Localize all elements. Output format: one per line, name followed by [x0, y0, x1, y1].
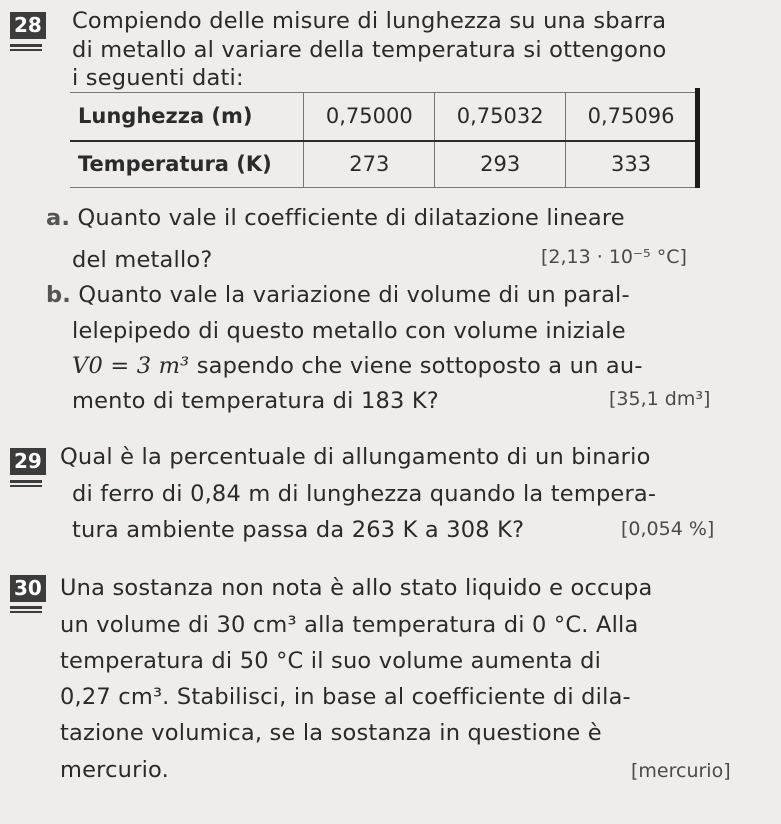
problem-28-intro-line: di metallo al variare della temperatura si ottengono: [72, 37, 667, 63]
problem-number-underline: [10, 606, 42, 609]
problem-number-28: 28: [10, 12, 46, 39]
problem-number-underline: [10, 611, 42, 613]
table-row: [70, 93, 696, 141]
problem-30-line: mercurio.: [60, 757, 169, 783]
table-right-border: [695, 88, 700, 188]
problem-30-line: temperatura di 50 °C il suo volume aumenta di: [60, 648, 602, 674]
problem-number-underline: [10, 485, 42, 487]
problem-29-line: di ferro di 0,84 m di lunghezza quando la tempera-: [72, 481, 657, 507]
data-table: [70, 92, 696, 188]
table-cell: 0,75032: [435, 93, 566, 141]
table-divider: [70, 140, 696, 142]
part-b-line: [46, 282, 630, 308]
part-b-line: lelepipedo di questo metallo con volume iniziale: [72, 318, 626, 344]
problem-number-30: 30: [10, 575, 46, 602]
problem-30-line: Una sostanza non nota è allo stato liquido e occupa: [60, 575, 653, 601]
part-b-answer: [35,1 dm³]: [609, 388, 711, 410]
part-a-line: del metallo?: [72, 247, 213, 273]
problem-number-29: 29: [10, 448, 46, 475]
problem-30-line: tazione volumica, se la sostanza in questione è: [60, 720, 602, 746]
part-b-text: sapendo che viene sottoposto a un au-: [196, 353, 643, 379]
part-a-marker: a.: [46, 205, 71, 231]
part-b-line: [72, 353, 643, 379]
problem-number-underline: [10, 44, 42, 47]
table-row-label: Temperatura (K): [70, 140, 304, 188]
problem-28-intro-line: i seguenti dati:: [72, 65, 244, 91]
table-cell: 293: [435, 140, 566, 188]
table-cell: 273: [304, 140, 435, 188]
table-cell: 0,75096: [566, 93, 696, 141]
table-row: [70, 140, 696, 188]
table-cell: 333: [566, 140, 696, 188]
problem-28-intro-line: Compiendo delle misure di lunghezza su una sbarra: [72, 8, 667, 34]
part-a-line: [46, 205, 625, 231]
problem-30-answer: [mercurio]: [631, 760, 731, 782]
problem-29-answer: [0,054 %]: [621, 518, 715, 540]
problem-29-line: tura ambiente passa da 263 K a 308 K?: [72, 517, 525, 543]
part-a-answer: [2,13 · 10⁻⁵ °C]: [541, 246, 687, 268]
part-b-marker: b.: [46, 282, 72, 308]
part-b-text: Quanto vale la variazione di volume di un paral-: [78, 282, 630, 308]
problem-29-line: Qual è la percentuale di allungamento di un binario: [60, 444, 651, 470]
problem-30-line: 0,27 cm³. Stabilisci, in base al coefficiente di dila-: [60, 684, 631, 710]
part-b-line: mento di temperatura di 183 K?: [72, 388, 439, 414]
part-b-formula: V0 = 3 m³: [72, 353, 190, 379]
part-a-text: Quanto vale il coefficiente di dilatazione lineare: [77, 205, 625, 231]
problem-number-underline: [10, 49, 42, 51]
problem-30-line: un volume di 30 cm³ alla temperatura di 0 °C. Alla: [60, 612, 639, 638]
problem-number-underline: [10, 480, 42, 483]
table-cell: 0,75000: [304, 93, 435, 141]
table-row-label: Lunghezza (m): [70, 93, 304, 141]
